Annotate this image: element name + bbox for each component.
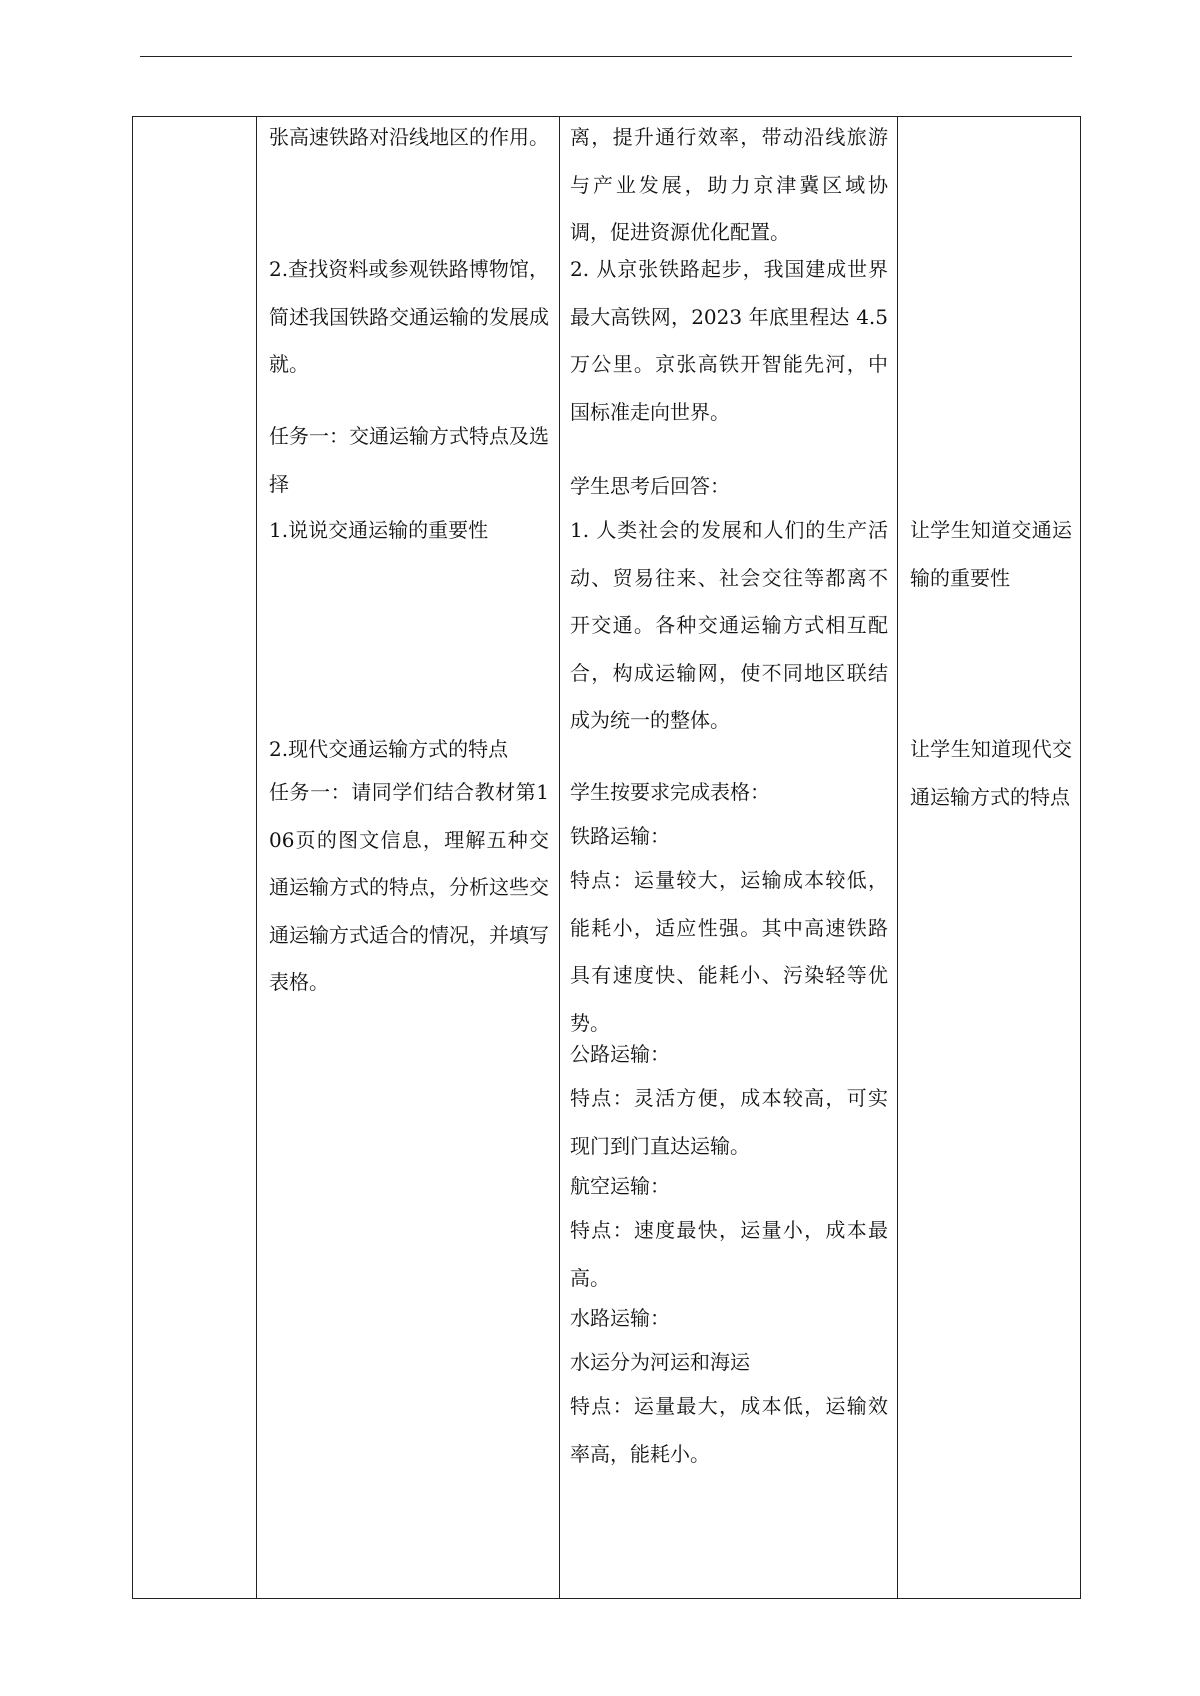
road-desc: 特点：灵活方便，成本较高，可实现门到门直达运输。 [570, 1086, 888, 1158]
complete-table-label: 学生按要求完成表格： [570, 780, 770, 804]
stage-cell [133, 117, 257, 1599]
student-para-1: 离，提升通行效率，带动沿线旅游与产业发展，助力京津冀区域协调，促进资源优化配置。 [570, 125, 888, 244]
lesson-plan-table [132, 116, 1081, 1599]
road-title: 公路运输： [570, 1042, 670, 1066]
intent-2: 让学生知道现代交通运输方式的特点 [910, 737, 1072, 809]
think-answer-label: 学生思考后回答： [570, 474, 730, 498]
air-title: 航空运输： [570, 1174, 670, 1198]
student-answer-1: 1. 人类社会的发展和人们的生产活动、贸易往来、社会交往等都离不开交通。各种交通运输方式相互配合，构成运输网，使不同地区联结成为统一的整体。 [570, 518, 888, 732]
teacher-item-1: 1.说说交通运输的重要性 [269, 518, 489, 542]
task-1-title: 任务一：交通运输方式特点及选择 [269, 424, 549, 496]
design-intent-cell [898, 117, 1081, 1599]
student-activity-cell [560, 117, 898, 1599]
water-title: 水路运输： [570, 1306, 670, 1330]
teacher-para-1: 张高速铁路对沿线地区的作用。 [269, 125, 549, 149]
intent-1: 让学生知道交通运输的重要性 [910, 518, 1072, 590]
rail-title: 铁路运输： [570, 824, 670, 848]
air-desc: 特点：速度最快，运量小，成本最高。 [570, 1218, 888, 1290]
rail-desc: 特点：运量较大，运输成本较低，能耗小，适应性强。其中高速铁路具有速度快、能耗小、污染轻等优势。 [570, 868, 888, 1035]
task-1-desc: 任务一：请同学们结合教材第106页的图文信息，理解五种交通运输方式的特点，分析这些交通运输方式适合的情况，并填写表格。 [269, 780, 549, 994]
teacher-item-2: 2.现代交通运输方式的特点 [269, 737, 509, 761]
teacher-activity-cell [257, 117, 560, 1599]
student-para-2: 2. 从京张铁路起步，我国建成世界最大高铁网，2023 年底里程达 4.5 万公里。京张高铁开智能先河，中国标准走向世界。 [570, 257, 888, 424]
header-rule [140, 56, 1072, 57]
water-sub: 水运分为河运和海运 [570, 1350, 750, 1374]
table-row [133, 117, 1081, 1599]
teacher-para-2: 2.查找资料或参观铁路博物馆，简述我国铁路交通运输的发展成就。 [269, 257, 549, 376]
water-desc: 特点：运量最大，成本低，运输效率高，能耗小。 [570, 1394, 888, 1466]
